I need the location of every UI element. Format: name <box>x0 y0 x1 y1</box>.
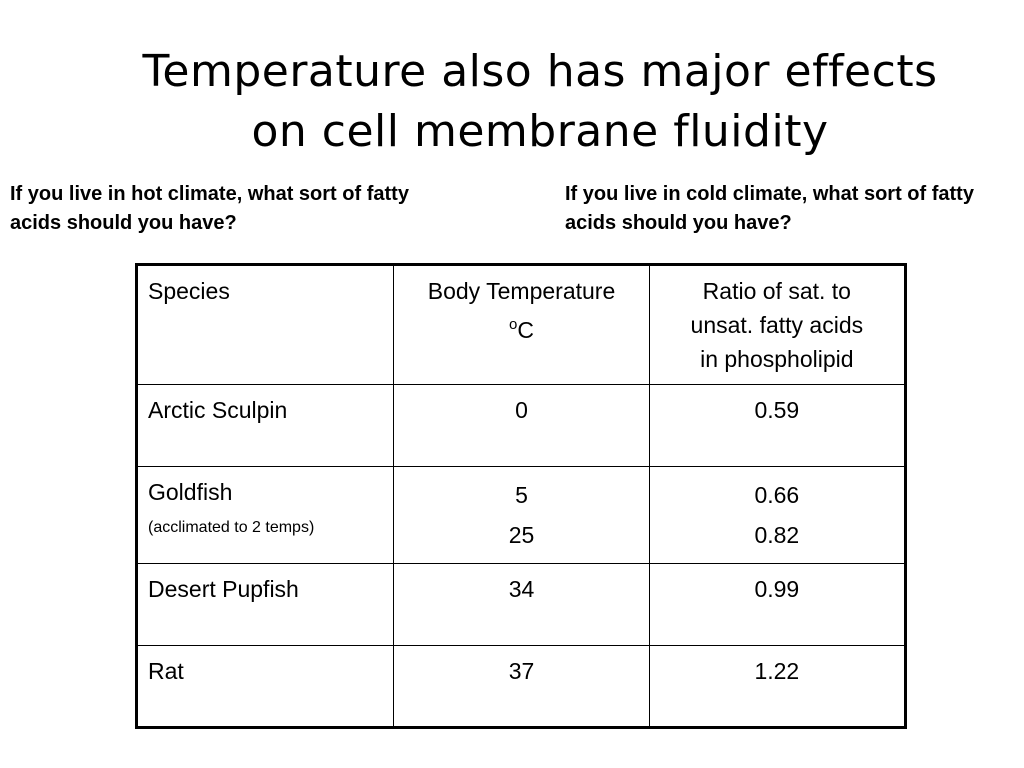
species-name: Desert Pupfish <box>148 576 299 602</box>
slide-title <box>60 42 1020 162</box>
temperature-value: 25 <box>508 522 535 548</box>
table-row <box>137 385 906 467</box>
temperature-cell <box>394 646 649 728</box>
ratio-cell <box>649 646 905 728</box>
table-header-row <box>137 265 906 385</box>
ratio-cell <box>649 385 905 467</box>
ratio-cell <box>649 467 905 564</box>
species-note: (acclimated to 2 temps) <box>148 519 315 536</box>
species-name: Goldfish <box>148 479 233 505</box>
slide-title-line-1: Temperature also has major effects <box>142 46 938 97</box>
slide-title-line-2: on cell membrane fluidity <box>251 106 829 157</box>
degree-superscript: o <box>509 316 518 333</box>
header-ratio <box>649 265 905 385</box>
cold-climate-question: If you live in cold climate, what sort of fatty acids should you have? <box>565 183 974 234</box>
temperature-cell <box>394 564 649 646</box>
ratio-value: 1.22 <box>754 658 800 684</box>
hot-climate-question: If you live in hot climate, what sort of fatty acids should you have? <box>10 183 409 234</box>
species-cell <box>137 467 394 564</box>
ratio-value: 0.59 <box>754 397 800 423</box>
table-row <box>137 564 906 646</box>
header-ratio-line-2: unsat. fatty acids <box>690 312 864 338</box>
temperature-cell <box>394 467 649 564</box>
fatty-acid-table <box>135 263 907 729</box>
temperature-value: 37 <box>508 658 535 684</box>
header-species <box>137 265 394 385</box>
species-cell <box>137 385 394 467</box>
header-ratio-line-1: Ratio of sat. to <box>702 278 851 304</box>
ratio-cell <box>649 564 905 646</box>
header-ratio-line-3: in phospholipid <box>700 346 854 372</box>
temperature-value: 34 <box>508 576 535 602</box>
species-name: Rat <box>148 658 184 684</box>
header-species-label: Species <box>148 278 230 304</box>
table-row <box>137 646 906 728</box>
species-cell <box>137 646 394 728</box>
species-name: Arctic Sculpin <box>148 397 288 423</box>
ratio-value: 0.66 <box>754 482 800 508</box>
ratio-value: 0.99 <box>754 576 800 602</box>
celsius-letter: C <box>517 317 534 343</box>
species-cell <box>137 564 394 646</box>
ratio-value: 0.82 <box>754 522 800 548</box>
header-temp-label: Body Temperature <box>427 278 616 304</box>
temperature-value: 0 <box>515 397 528 423</box>
temperature-cell <box>394 385 649 467</box>
temperature-value: 5 <box>515 482 528 508</box>
table-row <box>137 467 906 564</box>
header-temp-unit <box>404 308 638 347</box>
header-body-temperature <box>394 265 649 385</box>
